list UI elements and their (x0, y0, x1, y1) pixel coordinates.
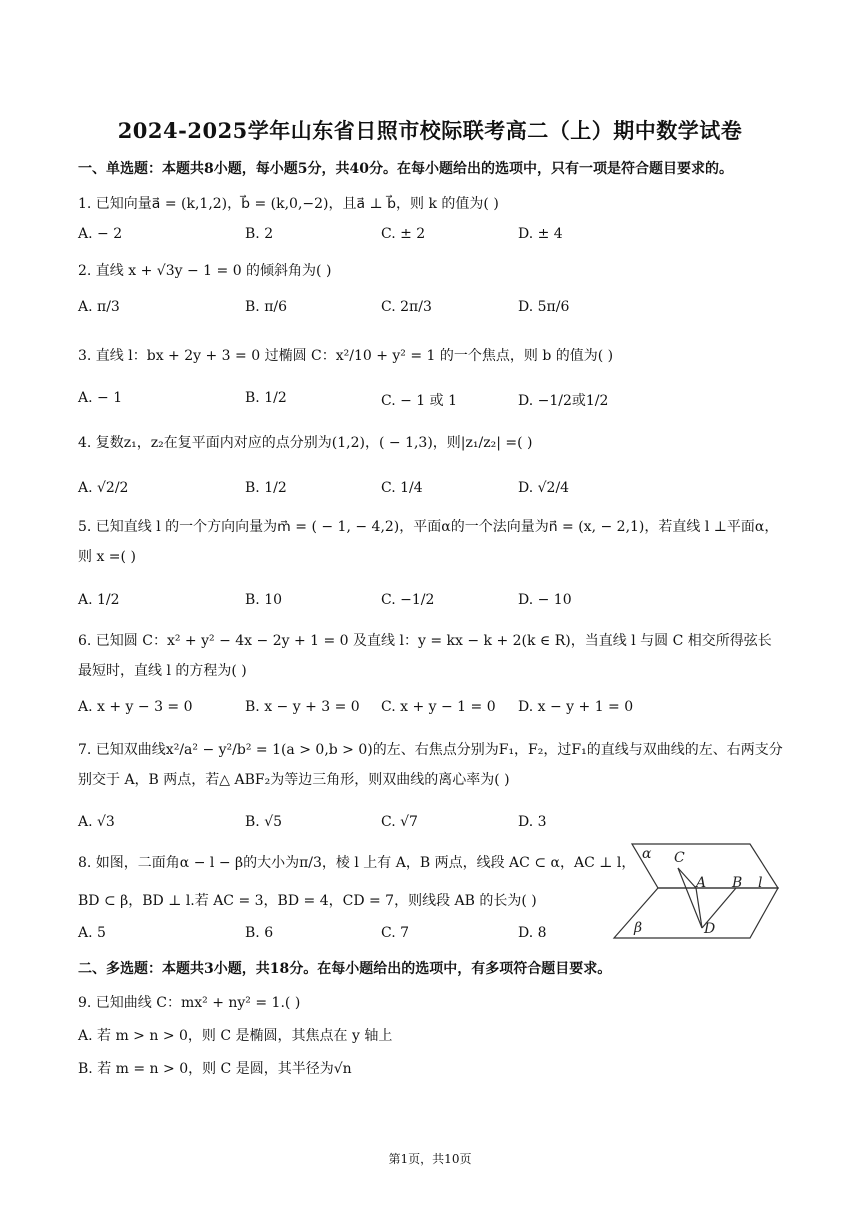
label-c: C (674, 850, 685, 866)
question-5-option-d: D. − 10 (518, 592, 572, 608)
question-4-stem: 4. 复数z₁，z₂在复平面内对应的点分别为(1,2)，( − 1,3)，则|z₁/z₂| =( ) (78, 435, 533, 451)
section-multiple-choice-header: 二、多选题：本题共3小题，共18分。在每小题给出的选项中，有多项符合题目要求。 (78, 961, 612, 977)
question-3-option-d: D. −1/2或1/2 (518, 393, 609, 409)
question-5-stem: 5. 已知直线 l 的一个方向向量为m⃗ = ( − 1, − 4,2)，平面α的一个法向量为n⃗ = (x, − 2,1)，若直线 l ⊥平面α，则 x =( ) (78, 519, 779, 565)
page-title: 2024-2025学年山东省日照市校际联考高二（上）期中数学试卷 (117, 118, 743, 143)
question-5-option-b: B. 10 (245, 592, 283, 608)
question-2-option-b: B. π/6 (245, 299, 288, 315)
question-7-stem: 7. 已知双曲线x²/a² − y²/b² = 1(a > 0,b > 0)的左、右焦点分别为F₁，F₂，过F₁的直线与双曲线的左、右两支分别交于 A，B 两点，若△ ABF₂为等边三角形，则双曲线的离心率为( ) (78, 742, 783, 788)
question-3-option-c: C. − 1 或 1 (381, 393, 458, 409)
question-6-option-d: D. x − y + 1 = 0 (518, 699, 634, 715)
question-6-option-a: A. x + y − 3 = 0 (78, 699, 193, 715)
question-5-option-a: A. 1/2 (78, 592, 120, 608)
question-9-option-b: B. 若 m = n > 0，则 C 是圆，其半径为√n (78, 1061, 352, 1077)
dihedral-angle-figure (612, 840, 792, 940)
question-8-stem-line2: BD ⊂ β，BD ⊥ l.若 AC = 3，BD = 4，CD = 7，则线段 AB 的长为( ) (78, 893, 537, 909)
question-8-stem-line1: 8. 如图，二面角α − l − β的大小为π/3，棱 l 上有 A，B 两点，线段 AC ⊂ α，AC ⊥ l， (78, 855, 636, 871)
question-1-option-b: B. 2 (245, 226, 274, 242)
question-1-option-c: C. ± 2 (381, 226, 426, 242)
question-8-option-c: C. 7 (381, 925, 410, 941)
question-1-options (78, 226, 798, 248)
label-a: A (696, 875, 707, 891)
question-8-option-b: B. 6 (245, 925, 274, 941)
question-7-option-a: A. √3 (78, 814, 115, 830)
question-2-option-d: D. 5π/6 (518, 299, 570, 315)
question-7-options (78, 814, 798, 836)
label-beta: β (634, 920, 643, 936)
question-2-options (78, 299, 798, 321)
question-4-option-c: C. 1/4 (381, 480, 423, 496)
question-6-options (78, 699, 798, 721)
question-3-option-a: A. − 1 (78, 390, 123, 406)
question-4-options (78, 480, 798, 502)
page-footer: 第1页，共10页 (388, 1152, 472, 1166)
question-1-stem: 1. 已知向量a⃗ = (k,1,2)，b⃗ = (k,0,−2)，且a⃗ ⊥ b⃗，则 k 的值为( ) (78, 196, 499, 212)
question-2-option-c: C. 2π/3 (381, 299, 432, 315)
label-l: l (758, 875, 763, 891)
question-4-option-a: A. √2/2 (78, 480, 129, 496)
question-6-option-b: B. x − y + 3 = 0 (245, 699, 360, 715)
question-8-option-d: D. 8 (518, 925, 547, 941)
question-5-option-c: C. −1/2 (381, 592, 435, 608)
question-5-options (78, 592, 798, 614)
question-2-option-a: A. π/3 (78, 299, 120, 315)
question-8-option-a: A. 5 (78, 925, 106, 941)
question-6-option-c: C. x + y − 1 = 0 (381, 699, 496, 715)
question-9-stem: 9. 已知曲线 C：mx² + ny² = 1.( ) (78, 995, 301, 1011)
question-9-option-a: A. 若 m > n > 0，则 C 是椭圆，其焦点在 y 轴上 (78, 1028, 393, 1044)
question-1-option-a: A. − 2 (78, 226, 123, 242)
label-d: D (704, 921, 716, 937)
question-1-option-d: D. ± 4 (518, 226, 563, 242)
question-7-option-b: B. √5 (245, 814, 283, 830)
question-4-option-d: D. √2/4 (518, 480, 570, 496)
question-6-stem: 6. 已知圆 C：x² + y² − 4x − 2y + 1 = 0 及直线 l：y = kx − k + 2(k ∈ R)，当直线 l 与圆 C 相交所得弦长最短时，直线 l 的方程为( ) (78, 633, 772, 679)
section-single-choice-header: 一、单选题：本题共8小题，每小题5分，共40分。在每小题给出的选项中，只有一项是符合题目要求的。 (78, 161, 733, 177)
question-7-option-d: D. 3 (518, 814, 547, 830)
label-b: B (732, 875, 743, 891)
question-3-option-b: B. 1/2 (245, 390, 287, 406)
question-3-stem: 3. 直线 l：bx + 2y + 3 = 0 过椭圆 C：x²/10 + y² = 1 的一个焦点，则 b 的值为( ) (78, 348, 614, 364)
segment-ac (678, 868, 696, 888)
question-4-option-b: B. 1/2 (245, 480, 287, 496)
label-alpha: α (642, 846, 652, 862)
question-7-option-c: C. √7 (381, 814, 418, 830)
question-3-options (78, 390, 798, 412)
question-2-stem: 2. 直线 x + √3y − 1 = 0 的倾斜角为( ) (78, 263, 332, 279)
